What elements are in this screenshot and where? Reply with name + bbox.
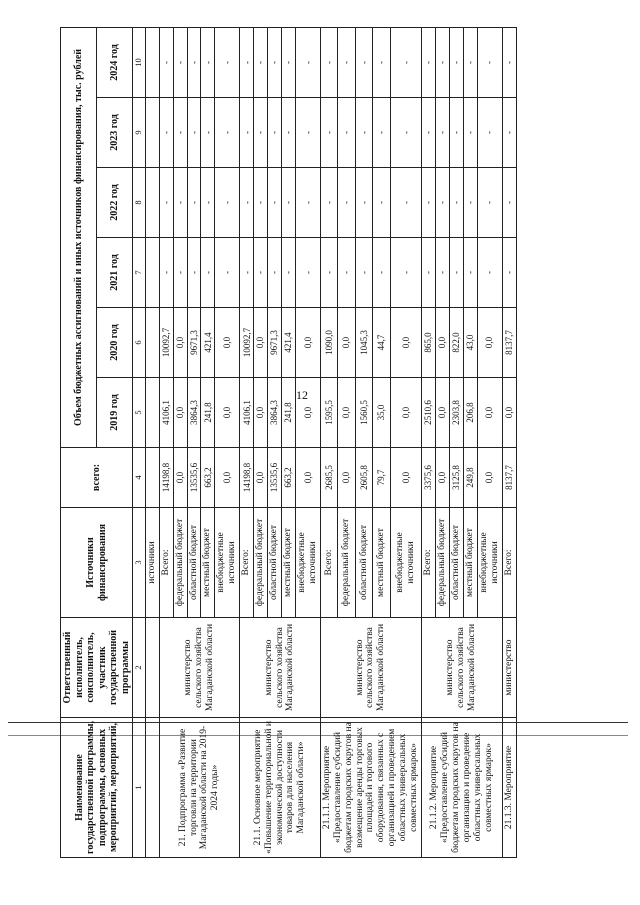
value-cell: 1045,3: [355, 308, 373, 378]
value-cell: -: [281, 168, 295, 238]
value-cell: -: [240, 98, 254, 168]
header-sources: Источники финансирования: [61, 508, 133, 618]
source-cell: внебюджетные источники: [390, 508, 421, 618]
value-cell: 0,0: [338, 448, 356, 508]
responsible-cell: министерство сельского хозяйства Магаданской области: [422, 618, 503, 718]
value-cell: -: [338, 27, 356, 97]
value-cell: -: [173, 98, 187, 168]
value-cell: -: [173, 238, 187, 308]
table-row: [240, 27, 254, 857]
value-cell: -: [502, 27, 516, 97]
value-cell: 0,0: [435, 308, 449, 378]
value-cell: -: [373, 168, 391, 238]
value-cell: 43,0: [463, 308, 477, 378]
source-cell: местный бюджет: [201, 508, 215, 618]
value-cell: 35,0: [373, 378, 391, 448]
value-cell: -: [463, 27, 477, 97]
value-cell: -: [502, 168, 516, 238]
value-cell: 2605,8: [355, 448, 373, 508]
source-cell: местный бюджет: [281, 508, 295, 618]
value-cell: -: [268, 98, 282, 168]
value-cell: 8137,7: [502, 308, 516, 378]
value-cell: -: [240, 27, 254, 97]
value-cell: -: [215, 168, 240, 238]
value-cell: -: [215, 238, 240, 308]
value-cell: 2685,5: [320, 448, 338, 508]
source-cell: местный бюджет: [373, 508, 391, 618]
source-cell: местный бюджет: [463, 508, 477, 618]
value-cell: -: [502, 98, 516, 168]
value-cell: 0,0: [477, 308, 502, 378]
value-cell: -: [173, 27, 187, 97]
column-index: 3: [133, 508, 146, 618]
column-index: 7: [133, 238, 146, 308]
header-year: 2023 год: [97, 98, 133, 168]
value-cell: 1560,5: [355, 378, 373, 448]
value-cell: 3125,8: [449, 448, 463, 508]
table-row: [422, 27, 436, 857]
value-cell: -: [159, 238, 173, 308]
value-cell: 9671,3: [187, 308, 201, 378]
value-cell: 0,0: [338, 308, 356, 378]
value-cell: -: [281, 238, 295, 308]
value-cell: 1090,0: [320, 308, 338, 378]
source-cell: Всего:: [320, 508, 338, 618]
value-cell: -: [320, 238, 338, 308]
header-total: всего:: [61, 448, 133, 508]
value-cell: 2510,6: [422, 378, 436, 448]
value-cell: -: [240, 168, 254, 238]
source-cell: федеральный бюджет: [254, 508, 268, 618]
value-cell: 0,0: [173, 378, 187, 448]
value-cell: 0,0: [173, 308, 187, 378]
value-cell: 3864,3: [268, 378, 282, 448]
value-cell: -: [463, 98, 477, 168]
value-cell: -: [281, 98, 295, 168]
source-cell: внебюджетные источники: [295, 508, 320, 618]
value-cell: -: [422, 168, 436, 238]
source-cell: федеральный бюджет: [173, 508, 187, 618]
financing-table-rotated: [60, 28, 600, 858]
value-cell: -: [422, 98, 436, 168]
source-cell: Всего:: [240, 508, 254, 618]
value-cell: 9671,3: [268, 308, 282, 378]
value-cell: 663,2: [201, 448, 215, 508]
value-cell: 0,0: [390, 378, 421, 448]
header-funding-group: Объем бюджетных ассигнований и иных источников финансирования, тыс. рублей: [61, 27, 97, 447]
value-cell: 10092,7: [159, 308, 173, 378]
value-cell: -: [477, 27, 502, 97]
value-cell: -: [338, 98, 356, 168]
value-cell: -: [159, 27, 173, 97]
value-cell: 0,0: [502, 378, 516, 448]
responsible-cell: министерство сельского хозяйства Магаданской области: [320, 618, 421, 718]
value-cell: 0,0: [390, 308, 421, 378]
value-cell: -: [320, 98, 338, 168]
value-cell: -: [449, 27, 463, 97]
value-cell: -: [187, 27, 201, 97]
value-cell: -: [373, 238, 391, 308]
source-cell: областной бюджет: [268, 508, 282, 618]
column-index: 4: [133, 448, 146, 508]
value-cell: -: [159, 168, 173, 238]
value-cell: -: [215, 98, 240, 168]
source-cell: Всего:: [159, 508, 173, 618]
value-cell: 8137,7: [502, 448, 516, 508]
column-index: 8: [133, 168, 146, 238]
responsible-cell: [145, 618, 159, 718]
value-cell: -: [338, 168, 356, 238]
value-cell: 0,0: [295, 308, 320, 378]
value-cell: -: [159, 98, 173, 168]
value-cell: 0,0: [215, 378, 240, 448]
value-cell: -: [268, 27, 282, 97]
value-cell: -: [435, 238, 449, 308]
value-cell: -: [268, 238, 282, 308]
page-number: 12: [296, 388, 308, 402]
value-cell: -: [463, 168, 477, 238]
value-cell: -: [435, 168, 449, 238]
source-cell: областной бюджет: [187, 508, 201, 618]
value-cell: -: [295, 168, 320, 238]
value-cell: -: [449, 238, 463, 308]
value-cell: -: [373, 27, 391, 97]
value-cell: -: [173, 168, 187, 238]
source-cell: Всего:: [502, 508, 516, 618]
value-cell: 0,0: [215, 308, 240, 378]
table-row: [320, 27, 338, 857]
value-cell: -: [295, 27, 320, 97]
value-cell: 4106,1: [159, 378, 173, 448]
value-cell: -: [502, 238, 516, 308]
value-cell: -: [240, 238, 254, 308]
value-cell: 0,0: [254, 308, 268, 378]
value-cell: 0,0: [295, 378, 320, 448]
value-cell: -: [201, 27, 215, 97]
value-cell: -: [187, 168, 201, 238]
value-cell: -: [320, 168, 338, 238]
column-index: 10: [133, 27, 146, 97]
value-cell: 0,0: [477, 378, 502, 448]
value-cell: -: [187, 238, 201, 308]
value-cell: -: [463, 238, 477, 308]
value-cell: -: [355, 98, 373, 168]
value-cell: [145, 27, 159, 97]
header-year: 2024 год: [97, 27, 133, 97]
value-cell: -: [295, 238, 320, 308]
value-cell: 0,0: [173, 448, 187, 508]
value-cell: -: [422, 238, 436, 308]
value-cell: [145, 168, 159, 238]
value-cell: 206,8: [463, 378, 477, 448]
column-index: 5: [133, 378, 146, 448]
column-index: 9: [133, 98, 146, 168]
value-cell: 0,0: [254, 448, 268, 508]
value-cell: -: [435, 27, 449, 97]
source-cell: внебюджетные источники: [215, 508, 240, 618]
value-cell: 0,0: [390, 448, 421, 508]
value-cell: -: [338, 238, 356, 308]
source-cell: источники: [145, 508, 159, 618]
value-cell: 79,7: [373, 448, 391, 508]
value-cell: -: [477, 98, 502, 168]
header-responsible: Ответственный исполнитель, соисполнитель, участник государственной программы: [61, 618, 133, 718]
value-cell: -: [201, 238, 215, 308]
value-cell: 249,8: [463, 448, 477, 508]
financing-table: [60, 27, 517, 858]
value-cell: -: [268, 168, 282, 238]
program-name-cell: 21.1.2. Мероприятие «Предоставление субсидий бюджетам городских округов на организацию и проведение областных универсальных совместных ярмарок»: [422, 718, 503, 858]
value-cell: 865,0: [422, 308, 436, 378]
value-cell: 421,4: [201, 308, 215, 378]
table-row: [502, 27, 516, 857]
header-year: 2021 год: [97, 238, 133, 308]
header-year: 2022 год: [97, 168, 133, 238]
column-index: 6: [133, 308, 146, 378]
value-cell: 0,0: [435, 448, 449, 508]
value-cell: -: [254, 27, 268, 97]
responsible-cell: министерство сельского хозяйства Магаданской области: [240, 618, 321, 718]
header-year: 2019 год: [97, 378, 133, 448]
value-cell: 663,2: [281, 448, 295, 508]
value-cell: 4106,1: [240, 378, 254, 448]
value-cell: 44,7: [373, 308, 391, 378]
value-cell: 3375,6: [422, 448, 436, 508]
value-cell: 3864,3: [187, 378, 201, 448]
value-cell: 10092,7: [240, 308, 254, 378]
value-cell: [145, 308, 159, 378]
program-name-cell: 21. Подпрограмма «Развитие торговли на территории Магаданской области на 2019-2024 годы»: [159, 718, 240, 858]
value-cell: -: [295, 98, 320, 168]
value-cell: -: [254, 238, 268, 308]
header-year: 2020 год: [97, 308, 133, 378]
value-cell: 0,0: [435, 378, 449, 448]
value-cell: -: [320, 27, 338, 97]
table-row: [159, 27, 173, 857]
value-cell: 0,0: [477, 448, 502, 508]
source-cell: внебюджетные источники: [477, 508, 502, 618]
program-name-cell: 21.1. Основное мероприятие «Повышение территориальной и экономической доступности товаров для населения Магаданской области»: [240, 718, 321, 858]
value-cell: -: [254, 98, 268, 168]
value-cell: -: [201, 98, 215, 168]
program-name-cell: 21.1.1. Мероприятие «Предоставление субсидий бюджетам городских округов на возмещение аренды торговых площадей и торгового оборудования, связанных с организацией и проведением областных универсальных совместных ярмарок»: [320, 718, 421, 858]
value-cell: -: [422, 27, 436, 97]
value-cell: -: [390, 98, 421, 168]
value-cell: -: [449, 168, 463, 238]
value-cell: 14198,8: [240, 448, 254, 508]
table-body: [145, 27, 516, 857]
value-cell: 0,0: [295, 448, 320, 508]
value-cell: -: [215, 27, 240, 97]
column-index: 2: [133, 618, 146, 718]
value-cell: [145, 378, 159, 448]
value-cell: 0,0: [338, 378, 356, 448]
value-cell: 421,4: [281, 308, 295, 378]
value-cell: -: [477, 238, 502, 308]
value-cell: 2303,8: [449, 378, 463, 448]
source-cell: областной бюджет: [355, 508, 373, 618]
value-cell: -: [201, 168, 215, 238]
value-cell: 241,8: [201, 378, 215, 448]
value-cell: 1595,5: [320, 378, 338, 448]
responsible-cell: министерство сельского хозяйства Магаданской области: [159, 618, 240, 718]
source-cell: областной бюджет: [449, 508, 463, 618]
value-cell: -: [187, 98, 201, 168]
value-cell: 13535,6: [187, 448, 201, 508]
name-cell: [145, 718, 159, 858]
source-cell: федеральный бюджет: [338, 508, 356, 618]
value-cell: -: [390, 238, 421, 308]
value-cell: -: [254, 168, 268, 238]
value-cell: 241,8: [281, 378, 295, 448]
value-cell: 822,0: [449, 308, 463, 378]
value-cell: 0,0: [254, 378, 268, 448]
source-cell: Всего:: [422, 508, 436, 618]
value-cell: 0,0: [215, 448, 240, 508]
value-cell: -: [373, 98, 391, 168]
value-cell: [145, 238, 159, 308]
value-cell: 13535,6: [268, 448, 282, 508]
value-cell: -: [390, 27, 421, 97]
table-row: [145, 27, 159, 857]
value-cell: [145, 448, 159, 508]
header-name: Наименование государственной программы, подпрограммы, основных мероприятий, мероприятий,: [61, 718, 133, 858]
value-cell: -: [355, 238, 373, 308]
value-cell: [145, 98, 159, 168]
value-cell: -: [390, 168, 421, 238]
value-cell: -: [477, 168, 502, 238]
source-cell: федеральный бюджет: [435, 508, 449, 618]
value-cell: -: [435, 98, 449, 168]
value-cell: -: [281, 27, 295, 97]
value-cell: -: [355, 27, 373, 97]
responsible-cell: министерство: [502, 618, 516, 718]
column-index: 1: [133, 718, 146, 858]
value-cell: -: [355, 168, 373, 238]
value-cell: -: [449, 98, 463, 168]
program-name-cell: 21.1.3. Мероприятие: [502, 718, 516, 858]
value-cell: 14198,8: [159, 448, 173, 508]
